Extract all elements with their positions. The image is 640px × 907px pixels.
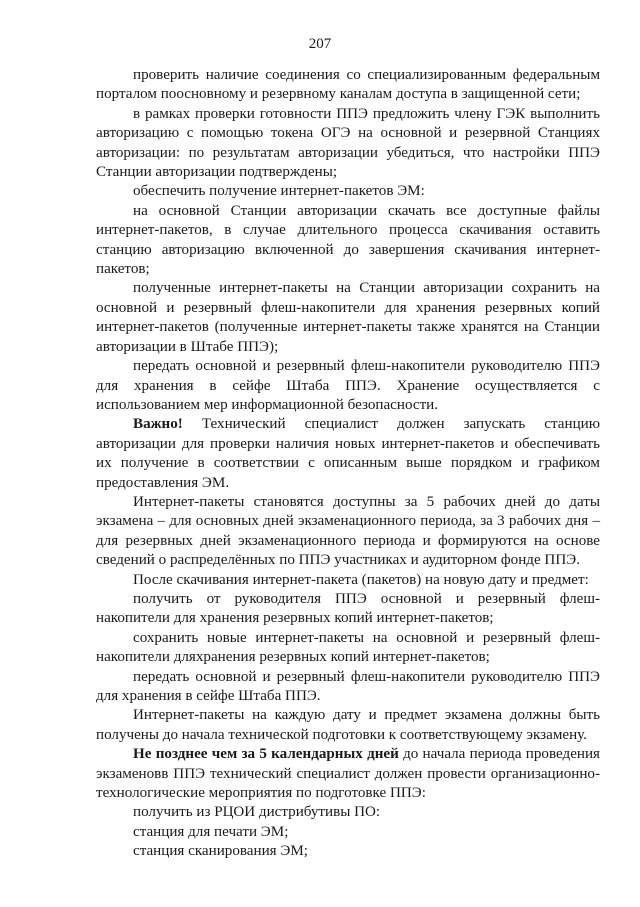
paragraph-text: Технический специалист должен запускать станцию авторизации для проверки наличия новых интернет-пакетов и обеспечивать их получение в соответствии с описанным выше порядком и графиком предоставления ЭМ. — [96, 416, 600, 491]
paragraph-text: на основной Станции авторизации скачать все доступные файлы интернет-пакетов, в случае длительного процесса скачивания оставить станцию авторизацию включенной до завершения скачивания интернет-пакетов; — [96, 202, 600, 278]
document-body — [96, 66, 600, 862]
paragraph-text: до начала периода проведения экзаменовв ППЭ технический специалист должен провести организационно-технологические мероприятия по подготовке ППЭ: — [96, 746, 600, 802]
paragraph-deadline — [96, 745, 600, 803]
paragraph-text: обеспечить получение интернет-пакетов ЭМ: — [133, 183, 425, 200]
paragraph-text: передать основной и резервный флеш-накопители руководителю ППЭ для хранения в сейфе Штаба ППЭ. — [96, 668, 600, 704]
paragraph — [96, 629, 600, 668]
paragraph-important — [96, 415, 600, 493]
paragraph — [96, 706, 600, 745]
paragraph — [96, 803, 600, 822]
paragraph-text: передать основной и резервный флеш-накопители руководителю ППЭ для хранения в сейфе Штаба ППЭ. Хранение осуществляется с использованием мер информационной безопасности. — [96, 358, 600, 413]
paragraph-text: После скачивания интернет-пакета (пакетов) на новую дату и предмет: — [133, 571, 589, 588]
important-label: Важно! — [133, 416, 183, 433]
paragraph — [96, 182, 600, 201]
deadline-label: Не позднее чем за 5 календарных дней — [133, 746, 399, 763]
paragraph-text: сохранить новые интернет-пакеты на основной и резервный флеш-накопители дляхранения резервных копий интернет-пакетов; — [96, 629, 600, 666]
paragraph-text: получить от руководителя ППЭ основной и резервный флеш-накопители для хранения резервных копий интернет-пакетов; — [96, 590, 600, 627]
paragraph-text: проверить наличие соединения со специализированным федеральным порталом поосновному и резервному каналам доступа в защищенной сети; — [96, 67, 600, 103]
paragraph — [96, 590, 600, 629]
paragraph-text: Интернет-пакеты на каждую дату и предмет экзамена должны быть получены до начала технической подготовки к соответствующему экзамену. — [96, 707, 600, 743]
paragraph-text: станция для печати ЭМ; — [133, 823, 289, 840]
paragraph — [96, 279, 600, 357]
paragraph-text: Интернет-пакеты становятся доступны за 5 рабочих дней до даты экзамена – для основных дней экзаменационного периода, за 3 рабочих дня – для резервных дней экзаменационного периода и формируются на основе сведений о распределённых по ППЭ участниках и аудиторном фонде ППЭ. — [96, 493, 600, 569]
paragraph — [96, 823, 600, 842]
paragraph — [96, 668, 600, 707]
page-number: 207 — [308, 36, 332, 52]
paragraph — [96, 357, 600, 415]
paragraph-text: получить из РЦОИ дистрибутивы ПО: — [133, 804, 381, 821]
paragraph — [96, 571, 600, 590]
paragraph — [96, 66, 600, 105]
paragraph-text: станция сканирования ЭМ; — [133, 843, 308, 860]
paragraph — [96, 105, 600, 183]
paragraph — [96, 842, 600, 861]
paragraph — [96, 493, 600, 571]
paragraph — [96, 202, 600, 280]
paragraph-text: в рамках проверки готовности ППЭ предложить члену ГЭК выполнить авторизацию с помощью токена ОГЭ на основной и резервной Станциях авторизации: по результатам авторизации убедиться, что настройки ППЭ Станции авторизации подтверждены; — [96, 105, 600, 181]
paragraph-text: полученные интернет-пакеты на Станции авторизации сохранить на основной и резервный флеш-накопители для хранения резервных копий интернет-пакетов (полученные интернет-пакеты также хранятся на Станции авторизации в Штабе ППЭ); — [96, 280, 600, 355]
